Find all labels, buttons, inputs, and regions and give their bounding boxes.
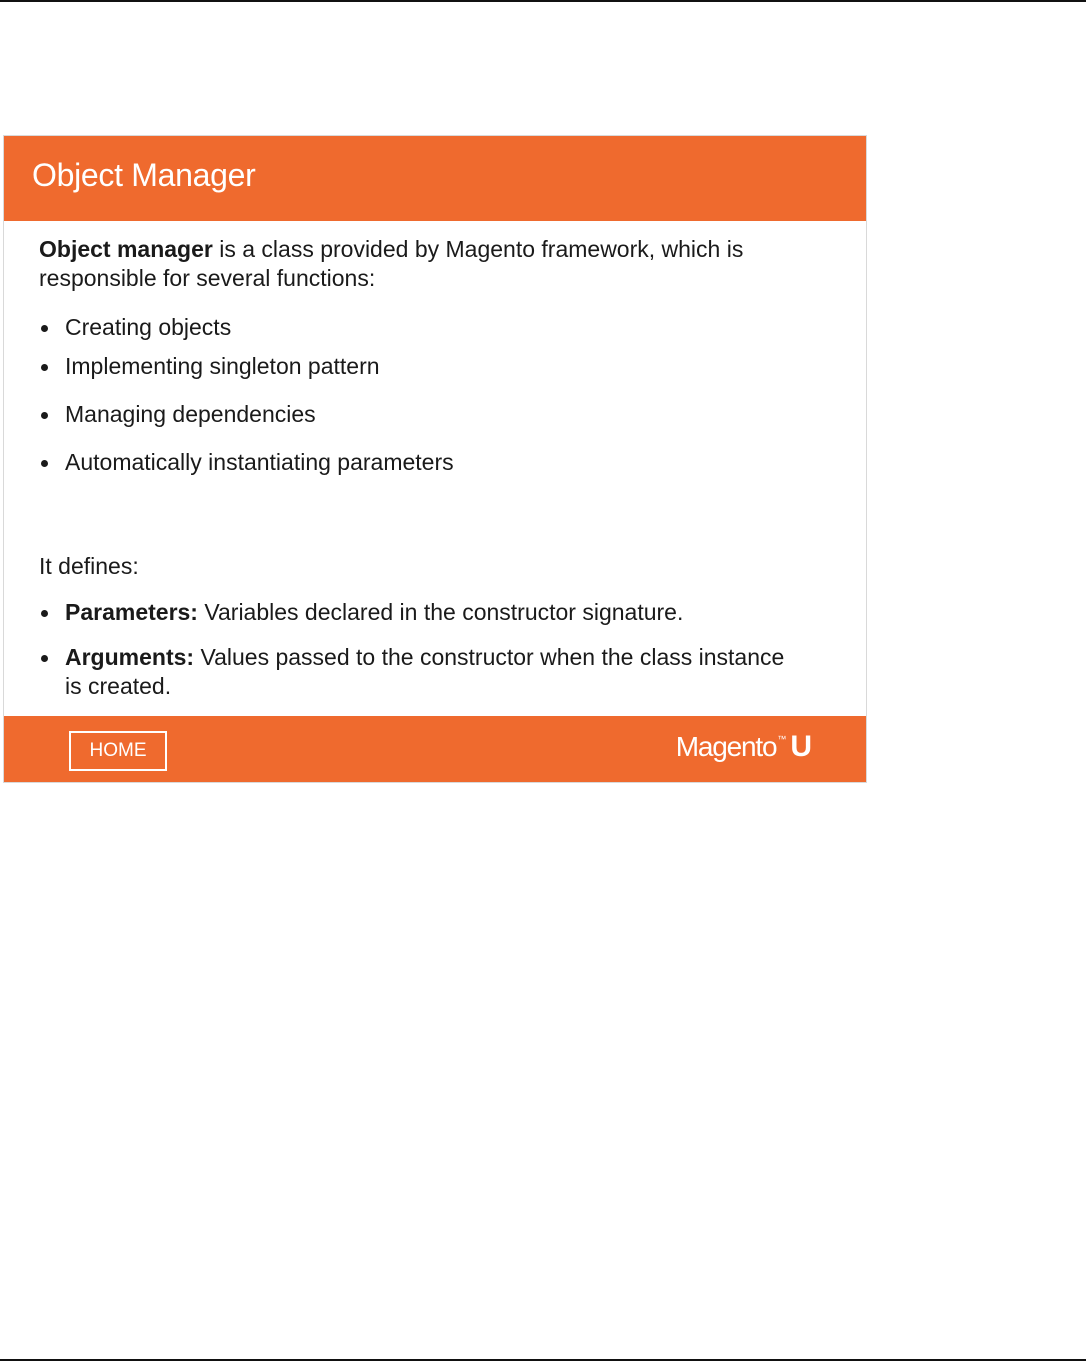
logo-trademark: ™ [777, 734, 787, 744]
list-item [39, 352, 805, 381]
intro-bold-term: Object manager [39, 236, 213, 262]
list-item-text: Implementing singleton pattern [65, 353, 380, 379]
bullet-icon [41, 610, 48, 617]
bullet-icon [41, 412, 48, 419]
definition-term: Arguments: [65, 644, 195, 670]
bullet-icon [41, 655, 48, 662]
logo-wordmark: Magento [675, 731, 777, 762]
defines-label: It defines: [39, 553, 139, 579]
list-item-text: Managing dependencies [65, 401, 316, 427]
magento-u-logo [676, 730, 812, 764]
list-item [39, 400, 805, 429]
intro-paragraph [39, 235, 819, 293]
page-bottom-rule [0, 1359, 1086, 1361]
definition-text: Values passed to the constructor when the class instance is created. [65, 644, 785, 699]
definition-item [39, 598, 805, 627]
slide-title: Object Manager [32, 157, 256, 193]
home-button[interactable]: HOME [69, 731, 167, 771]
definition-term: Parameters: [65, 599, 198, 625]
slide [3, 135, 867, 783]
slide-header [4, 136, 866, 221]
slide-footer [4, 716, 866, 782]
bullet-icon [41, 325, 48, 332]
list-item-text: Automatically instantiating parameters [65, 449, 454, 475]
intro-text: is a class provided by Magento framework, which is responsible for several functions: [39, 236, 744, 291]
logo-letter: U [790, 730, 812, 763]
page-top-rule [0, 0, 1086, 2]
definition-item [39, 643, 805, 701]
definition-text: Variables declared in the constructor signature. [197, 599, 684, 625]
bullet-icon [41, 460, 48, 467]
list-item [39, 448, 805, 477]
list-item [39, 313, 805, 342]
list-item-text: Creating objects [65, 314, 232, 340]
bullet-icon [41, 364, 48, 371]
slide-body [39, 235, 819, 699]
